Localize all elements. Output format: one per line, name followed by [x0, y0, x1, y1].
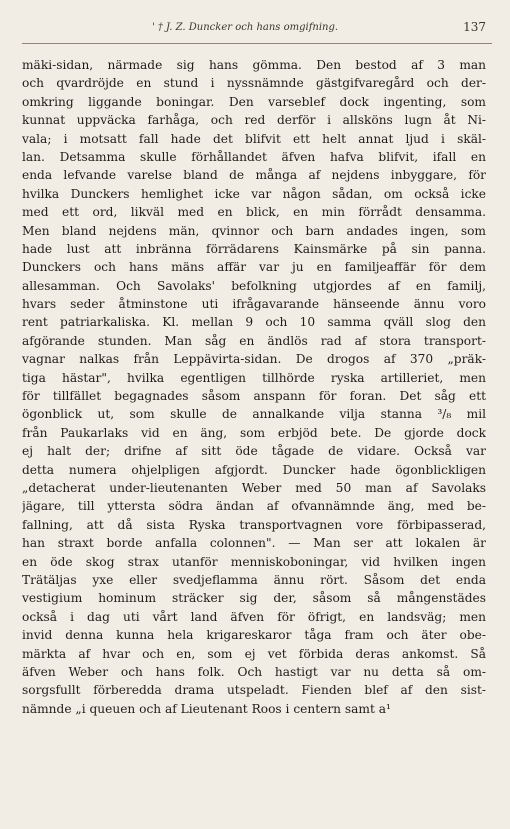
text-line: enda lefvande varelse bland de många af nejdens inbyggare, för	[22, 168, 486, 183]
text-line: ej halt der; drifne af sitt öde tågade de vidare. Också var	[22, 444, 486, 459]
text-line: mäki-sidan, närmade sig hans gömma. Den bestod af 3 man	[22, 58, 486, 72]
text-line: lan. Detsamma skulle förhållandet äfven hafva blifvit, ifall en	[22, 149, 486, 164]
text-line: vagnar nalkas från Leppävirta-sidan. De drogos af 370 „präk-	[22, 352, 486, 367]
text-line: och qvardröjde en stund i nyssnämnde gästgifvaregård och der-	[22, 76, 486, 91]
body-text	[22, 56, 486, 718]
text-line: hvilka Dunckers hemlighet icke var någon sådan, om också icke	[22, 186, 486, 201]
text-line: ögonblick ut, som skulle de annalkande vilja stanna ³/₈ mil	[22, 407, 486, 422]
text-line: allesamman. Och Savolaks' befolkning utgjordes af en familj,	[22, 278, 486, 293]
text-line: „detacherat under-lieutenanten Weber med 50 man af Savolaks	[22, 480, 486, 495]
text-line: sorgsfullt förberedda drama utspeladt. Fienden blef af den sist-	[22, 683, 486, 698]
text-line: märkta af hvar och en, som ej vet förbida deras ankomst. Så	[22, 646, 486, 661]
text-line: nämnde „i queuen och af Lieutenant Roos i centern samt a¹	[22, 701, 391, 716]
text-line: vestigium hominum sträcker sig der, såsom så mångenstädes	[22, 591, 486, 606]
text-line: en öde skog strax utanför menniskoboningar, vid hvilken ingen	[22, 554, 486, 569]
text-line: Trätäljas yxe eller svedjeflamma ännu rört. Såsom det enda	[22, 572, 486, 587]
text-line: detta numera ohjelpligen afgjordt. Duncker hade ögonblickligen	[22, 462, 486, 477]
text-line: vala; i motsatt fall hade det blifvit ett helt annat ljud i skäl-	[22, 131, 486, 146]
header-rule	[22, 43, 492, 44]
text-line: afgörande stunden. Man såg en ändlös rad af stora transport-	[22, 333, 486, 348]
text-line: Men bland nejdens män, qvinnor och barn andades ingen, som	[22, 223, 486, 238]
text-line: med ett ord, likväl med en blick, en min förrådt densamma.	[22, 205, 486, 220]
text-line: fallning, att då sista Ryska transportvagnen vore förbipasserad,	[22, 517, 486, 532]
running-header	[0, 18, 510, 38]
text-line: Dunckers och hans mäns affär var ju en familjeaffär för dem	[22, 260, 486, 275]
text-line: omkring liggande boningar. Den varseblef dock ingenting, som	[22, 94, 486, 109]
text-line: rent patriarkaliska. Kl. mellan 9 och 10 samma qväll slog den	[22, 315, 486, 330]
text-line: invid denna kunna hela krigareskaror tåga fram och äter obe-	[22, 628, 486, 643]
running-title: ' † J. Z. Duncker och hans omgifning.	[151, 22, 339, 33]
text-line: också i dag uti vårt land äfven för öfrigt, en landsväg; men	[22, 609, 486, 624]
text-line: kunnat uppväcka farhåga, och red derför i allsköns lugn åt Ni-	[22, 113, 486, 128]
page-number: 137	[463, 20, 486, 34]
text-line: jägare, till yttersta södra ändan af ofvannämnde äng, med be-	[22, 499, 486, 514]
text-line: för tillfället begagnades såsom anspann för foran. Det såg ett	[22, 389, 486, 404]
text-line: hvars seder åtminstone uti ifrågavarande hänseende ännu voro	[22, 297, 486, 312]
text-line: hade lust att inbränna förrädarens Kainsmärke på sin panna.	[22, 241, 486, 256]
text-line: från Paukarlaks vid en äng, som erbjöd bete. De gjorde dock	[22, 425, 486, 440]
text-line: han straxt borde anfalla colonnen". — Man ser att lokalen är	[22, 536, 486, 551]
text-line: äfven Weber och hans folk. Och hastigt var nu detta så om-	[22, 664, 486, 679]
text-line: tiga hästar", hvilka egentligen tillhörde ryska artilleriet, men	[22, 370, 486, 385]
